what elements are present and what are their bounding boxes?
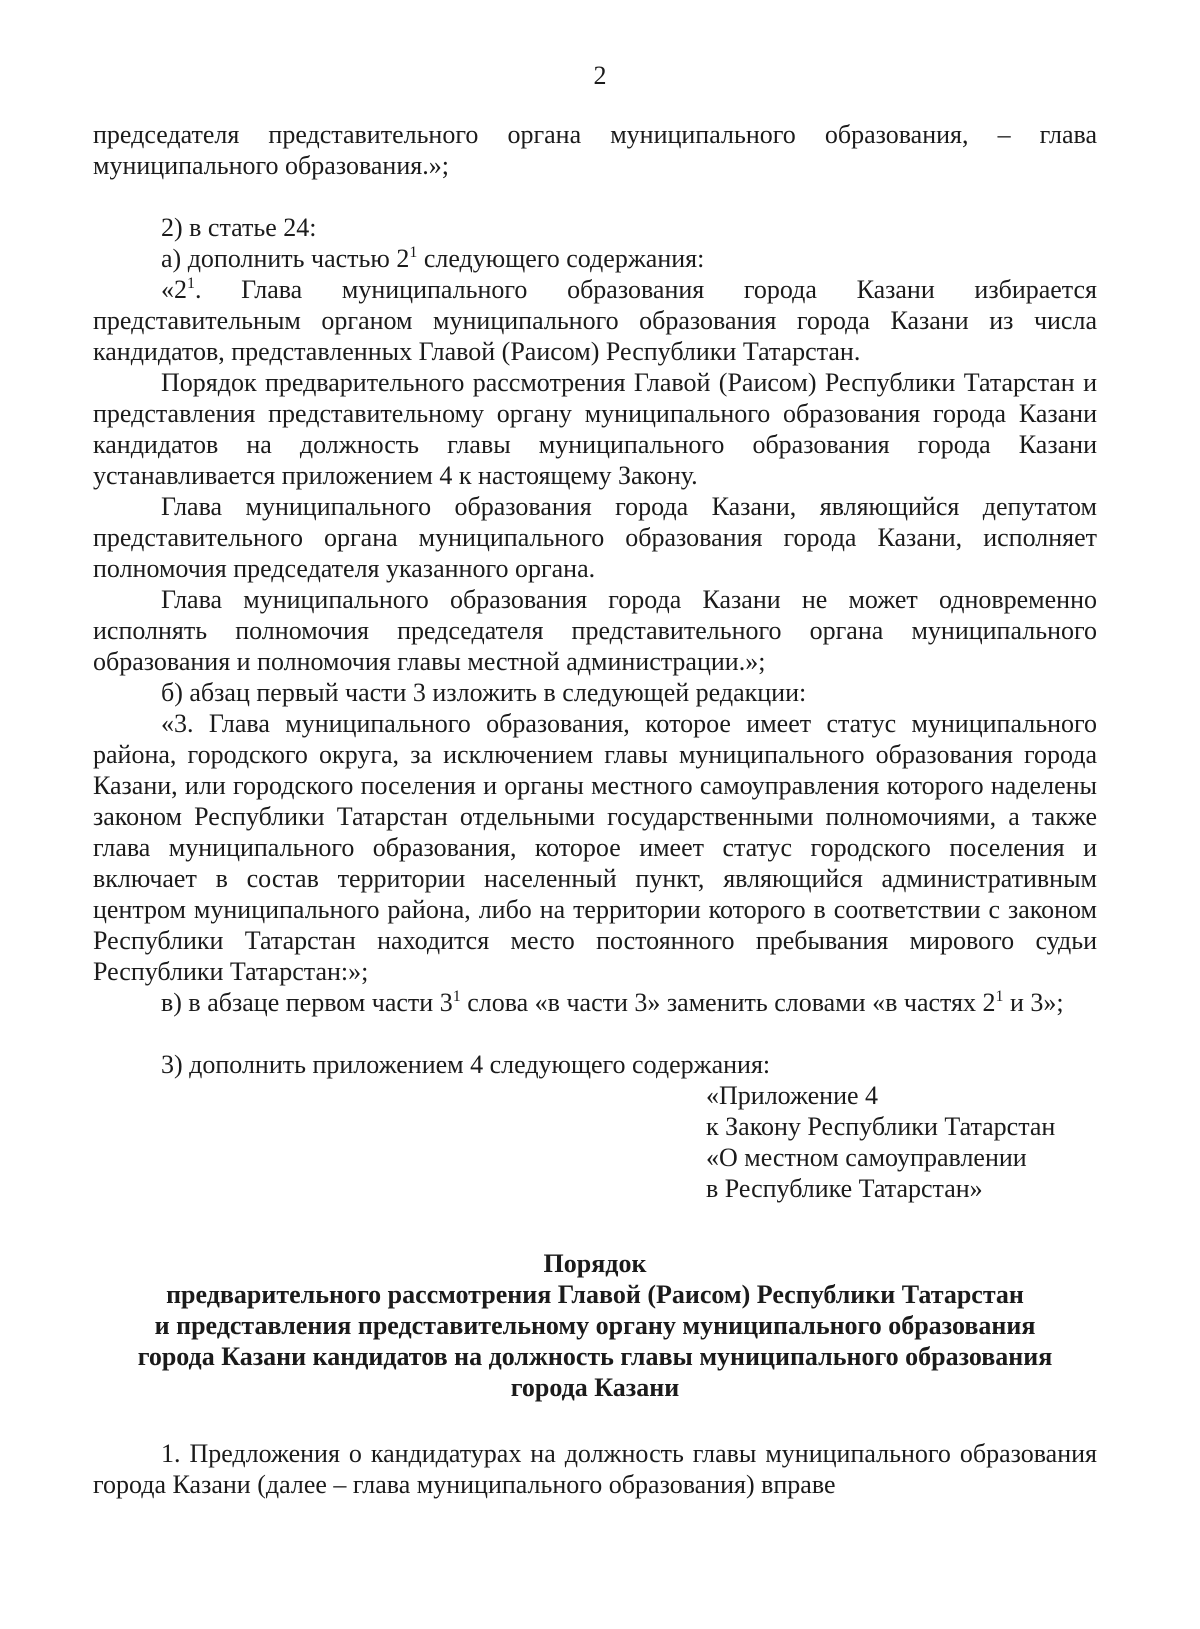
continuation-paragraph: председателя представительного органа муниципального образования, – глава муниципального образования.»; (93, 120, 1097, 180)
item-2c: в) в абзаце первом части $3^1$ слова «в части 3» заменить словами «в частях $2^1$ и 3»; (161, 988, 1064, 1017)
title-line: и представления представительному органу муниципального образования (154, 1311, 1036, 1340)
item-2a-paragraph-3: Глава муниципального образования города Казани, являющийся депутатом представительного органа муниципального образования города Казани, исполняет полномочия председателя указанного органа. (93, 492, 1097, 583)
appendix-line: в Республике Татарстан» (706, 1174, 983, 1203)
item-2b-text: «3. Глава муниципального образования, которое имеет статус муниципального района, городского округа, за исключением главы муниципального образования города Казани, или городского поселения и органы местного самоуправления которого наделены законом Республики Татарстан отдельными государственными полномочиями, а также глава муниципального образования, которое имеет статус городского поселения и включает в состав территории населенный пункт, являющийся административным центром муниципального района, либо на территории которого в соответствии с законом Республики Татарстан находится место постоянного пребывания мирового судьи Республики Татарстан:»; (93, 709, 1097, 986)
title-line: Порядок (543, 1249, 647, 1278)
point-1-paragraph: 1. Предложения о кандидатурах на должность главы муниципального образования города Казани (далее – глава муниципального образования) вправе (93, 1439, 1097, 1499)
appendix-line: к Закону Республики Татарстан (706, 1112, 1056, 1141)
item-2a-paragraph-2: Порядок предварительного рассмотрения Главой (Раисом) Республики Татарстан и представления представительному органу муниципального образования города Казани кандидатов на должность главы муниципального образования города Казани устанавливается приложением 4 к настоящему Закону. (93, 368, 1097, 490)
item-2a-paragraph-4: Глава муниципального образования города Казани не может одновременно исполнять полномочия председателя представительного органа муниципального образования и полномочия главы местной администрации.»; (93, 585, 1097, 676)
item-2a-paragraph-1: «$2^1$. Глава муниципального образования города Казани избирается представительным органом муниципального образования города Казани из числа кандидатов, представленных Главой (Раисом) Республики Татарстан. (93, 275, 1097, 366)
page-number: 2 (593, 61, 607, 90)
appendix-line: «О местном самоуправлении (706, 1143, 1027, 1172)
appendix-line: «Приложение 4 (706, 1081, 879, 1110)
title-line: предварительного рассмотрения Главой (Раисом) Республики Татарстан (166, 1280, 1024, 1309)
item-2-heading: 2) в статье 24: (161, 213, 317, 242)
item-3-heading: 3) дополнить приложением 4 следующего содержания: (161, 1050, 771, 1079)
title-line: города Казани кандидатов на должность главы муниципального образования (137, 1342, 1053, 1371)
document-body (93, 119, 1097, 1500)
item-2b: б) абзац первый части 3 изложить в следующей редакции: (161, 678, 807, 707)
item-2a: а) дополнить частью $2^1$ следующего содержания: (161, 244, 705, 273)
title-line: города Казани (510, 1373, 680, 1402)
appendix-reference (706, 1080, 1097, 1204)
procedure-title (93, 1248, 1097, 1403)
